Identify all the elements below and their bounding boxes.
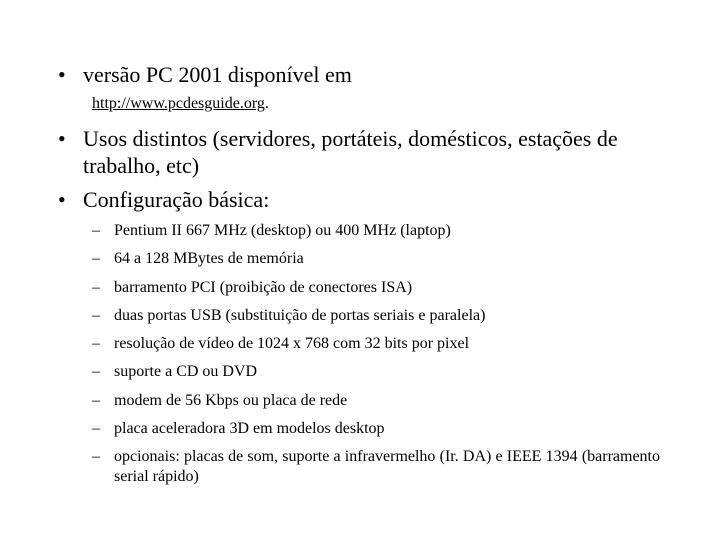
config-item-usb [92, 306, 660, 326]
config-list [92, 221, 660, 496]
dash-mark: – [92, 278, 100, 296]
bullet-text-pc2001: versão PC 2001 disponível em [83, 62, 352, 87]
bullet-usos [58, 125, 680, 179]
config-item-memory [92, 249, 660, 269]
config-item-3d [92, 419, 660, 439]
config-item-bus [92, 278, 660, 298]
dash-mark: – [92, 335, 100, 353]
config-item-text: resolução de vídeo de 1024 x 768 com 32 bits por pixel [114, 335, 470, 353]
dash-mark: – [92, 306, 100, 324]
dash-mark: – [92, 420, 100, 438]
bullet-configuracao [58, 186, 680, 213]
config-item-optical [92, 362, 660, 382]
config-item-optional [92, 447, 660, 487]
bullet-dot: • [58, 62, 66, 87]
config-item-text: opcionais: placas de som, suporte a infravermelho (Ir. DA) e IEEE 1394 (barramento serial rápido) [114, 448, 660, 486]
url-suffix: . [264, 95, 269, 112]
bullet-text-configuracao: Configuração básica: [83, 187, 270, 212]
pcdesguide-link[interactable]: http://www.pcdesguide.org [92, 95, 265, 112]
bullet-dot: • [58, 126, 66, 151]
config-item-text: Pentium II 667 MHz (desktop) ou 400 MHz (laptop) [114, 222, 451, 239]
config-item-network [92, 391, 660, 411]
url-line [92, 94, 269, 114]
dash-mark: – [92, 391, 100, 409]
config-item-text: placa aceleradora 3D em modelos desktop [114, 420, 385, 438]
config-item-text: suporte a CD ou DVD [114, 363, 258, 381]
dash-mark: – [92, 448, 100, 466]
dash-mark: – [92, 250, 100, 268]
config-item-text: 64 a 128 MBytes de memória [114, 250, 304, 268]
bullet-dot: • [58, 187, 66, 212]
config-item-processor [92, 221, 660, 241]
config-item-text: barramento PCI (proibição de conectores ISA) [114, 278, 413, 296]
dash-mark: – [92, 222, 100, 239]
dash-mark: – [92, 363, 100, 381]
config-item-text: modem de 56 Kbps ou placa de rede [114, 391, 348, 409]
bullet-pc2001 [58, 61, 680, 88]
config-item-text: duas portas USB (substituição de portas seriais e paralela) [114, 306, 486, 324]
bullet-text-usos: Usos distintos (servidores, portáteis, domésticos, estações de trabalho, etc) [83, 126, 618, 178]
config-item-video [92, 334, 660, 354]
